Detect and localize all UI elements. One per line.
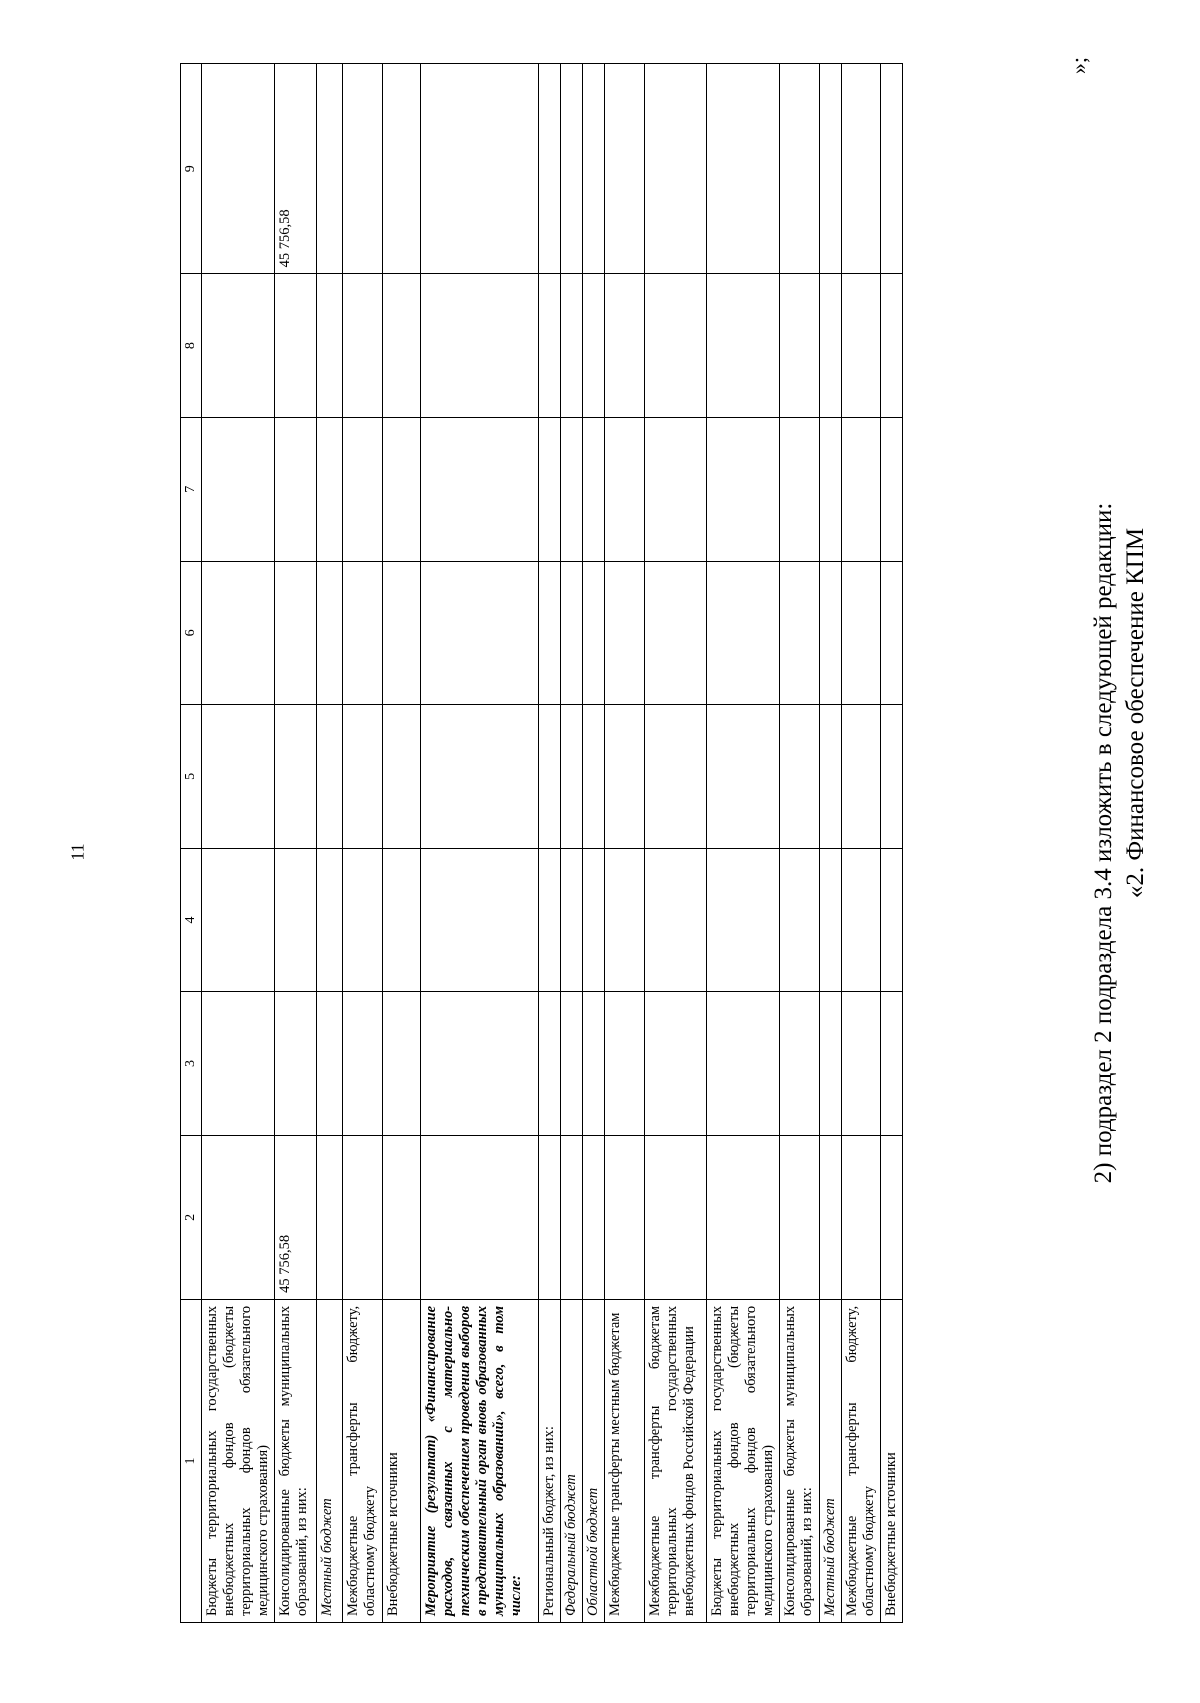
row-label: Бюджеты территориальных государственных внебюджетных фондов (бюджеты территориальных фондов обязательного медицинского страхования) — [202, 1299, 275, 1622]
cell-empty — [881, 705, 903, 849]
cell-empty — [842, 992, 881, 1136]
cell-empty — [421, 561, 539, 705]
cell-empty — [421, 848, 539, 992]
row-label: Местный бюджет — [820, 1299, 842, 1622]
table-header-row — [181, 64, 202, 1623]
cell-empty — [317, 848, 343, 992]
row-label: Межбюджетные трансферты бюджету, областному бюджету — [343, 1299, 383, 1622]
row-label: Региональный бюджет, из них: — [539, 1299, 561, 1622]
cell-empty — [421, 417, 539, 561]
cell-empty — [645, 848, 707, 992]
cell-empty — [707, 417, 780, 561]
table-row — [780, 64, 820, 1623]
cell-empty — [707, 992, 780, 1136]
cell-empty — [820, 561, 842, 705]
cell-empty — [383, 561, 421, 705]
cell-empty — [605, 848, 645, 992]
cell-empty — [539, 561, 561, 705]
cell-empty — [383, 992, 421, 1136]
cell-empty — [561, 848, 583, 992]
cell-empty — [881, 561, 903, 705]
row-label: Межбюджетные трансферты бюджету, областному бюджету — [842, 1299, 881, 1622]
column-header: 6 — [181, 561, 202, 705]
cell-empty — [383, 705, 421, 849]
cell-empty — [421, 705, 539, 849]
cell-col-9 — [820, 64, 842, 274]
section-heading: «2. Финансовое обеспечение КПМ — [1122, 527, 1149, 899]
cell-empty — [421, 992, 539, 1136]
cell-empty — [605, 274, 645, 418]
cell-col-9 — [421, 64, 539, 274]
cell-empty — [539, 705, 561, 849]
cell-col-9 — [343, 64, 383, 274]
cell-empty — [275, 705, 317, 849]
column-header: 7 — [181, 417, 202, 561]
cell-empty — [317, 705, 343, 849]
cell-empty — [317, 274, 343, 418]
cell-empty — [583, 417, 605, 561]
cell-empty — [317, 561, 343, 705]
cell-empty — [645, 417, 707, 561]
table-row — [421, 64, 539, 1623]
table-row — [881, 64, 903, 1623]
row-label: Внебюджетные источники — [881, 1299, 903, 1622]
cell-empty — [707, 705, 780, 849]
closing-quote-mark: »; — [1066, 57, 1091, 75]
cell-empty — [780, 274, 820, 418]
table-row — [842, 64, 881, 1623]
column-header: 1 — [181, 1299, 202, 1622]
cell-col-9 — [317, 64, 343, 274]
table-row — [561, 64, 583, 1623]
cell-col-9 — [645, 64, 707, 274]
row-label: Внебюджетные источники — [383, 1299, 421, 1622]
table-body — [202, 64, 903, 1623]
cell-col-2 — [383, 1135, 421, 1299]
cell-empty — [780, 992, 820, 1136]
column-header: 3 — [181, 992, 202, 1136]
table-row — [583, 64, 605, 1623]
cell-col-2 — [583, 1135, 605, 1299]
row-label: Межбюджетные трансферты бюджетам территориальных государственных внебюджетных фондов Российской Федерации — [645, 1299, 707, 1622]
cell-empty — [421, 274, 539, 418]
cell-empty — [202, 417, 275, 561]
column-header: 4 — [181, 848, 202, 992]
cell-empty — [539, 274, 561, 418]
column-header: 8 — [181, 274, 202, 418]
cell-empty — [583, 561, 605, 705]
cell-empty — [605, 705, 645, 849]
cell-col-2 — [780, 1135, 820, 1299]
cell-col-2 — [202, 1135, 275, 1299]
cell-empty — [881, 992, 903, 1136]
cell-empty — [202, 848, 275, 992]
table-row — [707, 64, 780, 1623]
row-label: Мероприятие (результат) «Финансирование расходов, связанных с материально-техническим обеспечением проведения выборов в представительный орган вновь образованных муниципальных образований», всего, в том числе: — [421, 1299, 539, 1622]
cell-empty — [605, 561, 645, 705]
cell-col-2 — [605, 1135, 645, 1299]
cell-empty — [583, 274, 605, 418]
cell-empty — [820, 274, 842, 418]
cell-empty — [539, 992, 561, 1136]
cell-empty — [317, 417, 343, 561]
cell-empty — [317, 992, 343, 1136]
cell-empty — [561, 561, 583, 705]
table-row — [317, 64, 343, 1623]
cell-col-2 — [820, 1135, 842, 1299]
cell-empty — [820, 992, 842, 1136]
cell-empty — [202, 561, 275, 705]
cell-empty — [881, 848, 903, 992]
cell-empty — [645, 274, 707, 418]
cell-empty — [343, 992, 383, 1136]
cell-empty — [820, 848, 842, 992]
cell-empty — [583, 705, 605, 849]
table-row — [275, 64, 317, 1623]
cell-empty — [343, 417, 383, 561]
table-row — [343, 64, 383, 1623]
row-label: Областной бюджет — [583, 1299, 605, 1622]
cell-empty — [645, 992, 707, 1136]
column-header: 2 — [181, 1135, 202, 1299]
cell-empty — [842, 705, 881, 849]
cell-empty — [605, 417, 645, 561]
cell-empty — [383, 417, 421, 561]
cell-empty — [383, 848, 421, 992]
cell-col-9 — [539, 64, 561, 274]
cell-empty — [561, 274, 583, 418]
row-label: Федеральный бюджет — [561, 1299, 583, 1622]
cell-empty — [780, 705, 820, 849]
cell-col-2 — [317, 1135, 343, 1299]
cell-col-9 — [605, 64, 645, 274]
cell-col-2 — [343, 1135, 383, 1299]
cell-col-9 — [583, 64, 605, 274]
table-row — [605, 64, 645, 1623]
cell-empty — [881, 417, 903, 561]
cell-col-9 — [842, 64, 881, 274]
cell-col-9: 45 756,58 — [275, 64, 317, 274]
cell-col-9 — [383, 64, 421, 274]
cell-empty — [539, 417, 561, 561]
table-row — [202, 64, 275, 1623]
cell-empty — [583, 848, 605, 992]
cell-empty — [605, 992, 645, 1136]
cell-empty — [820, 705, 842, 849]
cell-empty — [561, 417, 583, 561]
cell-empty — [539, 848, 561, 992]
cell-empty — [881, 274, 903, 418]
cell-col-2 — [539, 1135, 561, 1299]
cell-empty — [707, 274, 780, 418]
cell-empty — [275, 274, 317, 418]
column-header: 9 — [181, 64, 202, 274]
cell-empty — [780, 848, 820, 992]
cell-col-9 — [707, 64, 780, 274]
cell-empty — [383, 274, 421, 418]
row-label: Консолидированные бюджеты муниципальных образований, из них: — [780, 1299, 820, 1622]
cell-empty — [645, 561, 707, 705]
cell-empty — [842, 561, 881, 705]
cell-empty — [275, 417, 317, 561]
cell-col-2 — [645, 1135, 707, 1299]
cell-empty — [275, 561, 317, 705]
cell-empty — [561, 992, 583, 1136]
row-label: Межбюджетные трансферты местным бюджетам — [605, 1299, 645, 1622]
cell-empty — [820, 417, 842, 561]
cell-empty — [343, 848, 383, 992]
row-label: Консолидированные бюджеты муниципальных образований, из них: — [275, 1299, 317, 1622]
cell-empty — [343, 274, 383, 418]
cell-col-9 — [881, 64, 903, 274]
cell-empty — [343, 705, 383, 849]
cell-empty — [275, 848, 317, 992]
table-row — [539, 64, 561, 1623]
page-number: 11 — [67, 843, 88, 861]
cell-col-9 — [561, 64, 583, 274]
cell-col-2 — [421, 1135, 539, 1299]
cell-col-9 — [202, 64, 275, 274]
row-label: Местный бюджет — [317, 1299, 343, 1622]
cell-empty — [202, 992, 275, 1136]
table-row — [820, 64, 842, 1623]
column-header: 5 — [181, 705, 202, 849]
cell-empty — [561, 705, 583, 849]
cell-empty — [780, 417, 820, 561]
cell-empty — [275, 992, 317, 1136]
cell-empty — [707, 561, 780, 705]
cell-empty — [842, 848, 881, 992]
cell-empty — [645, 705, 707, 849]
cell-col-2: 45 756,58 — [275, 1135, 317, 1299]
cell-col-2 — [707, 1135, 780, 1299]
cell-empty — [842, 417, 881, 561]
table-row — [383, 64, 421, 1623]
cell-empty — [202, 705, 275, 849]
cell-col-2 — [561, 1135, 583, 1299]
cell-empty — [343, 561, 383, 705]
cell-empty — [202, 274, 275, 418]
cell-empty — [583, 992, 605, 1136]
budget-table — [180, 63, 903, 1623]
cell-empty — [780, 561, 820, 705]
cell-empty — [842, 274, 881, 418]
rotated-page-content — [180, 57, 1200, 1623]
cell-empty — [707, 848, 780, 992]
amendment-instruction: 2) подраздел 2 подраздела 3.4 изложить в следующей редакции: — [1090, 502, 1117, 1184]
cell-col-2 — [881, 1135, 903, 1299]
table-row — [645, 64, 707, 1623]
cell-col-2 — [842, 1135, 881, 1299]
row-label: Бюджеты территориальных государственных внебюджетных фондов (бюджеты территориальных фондов обязательного медицинского страхования) — [707, 1299, 780, 1622]
cell-col-9 — [780, 64, 820, 274]
